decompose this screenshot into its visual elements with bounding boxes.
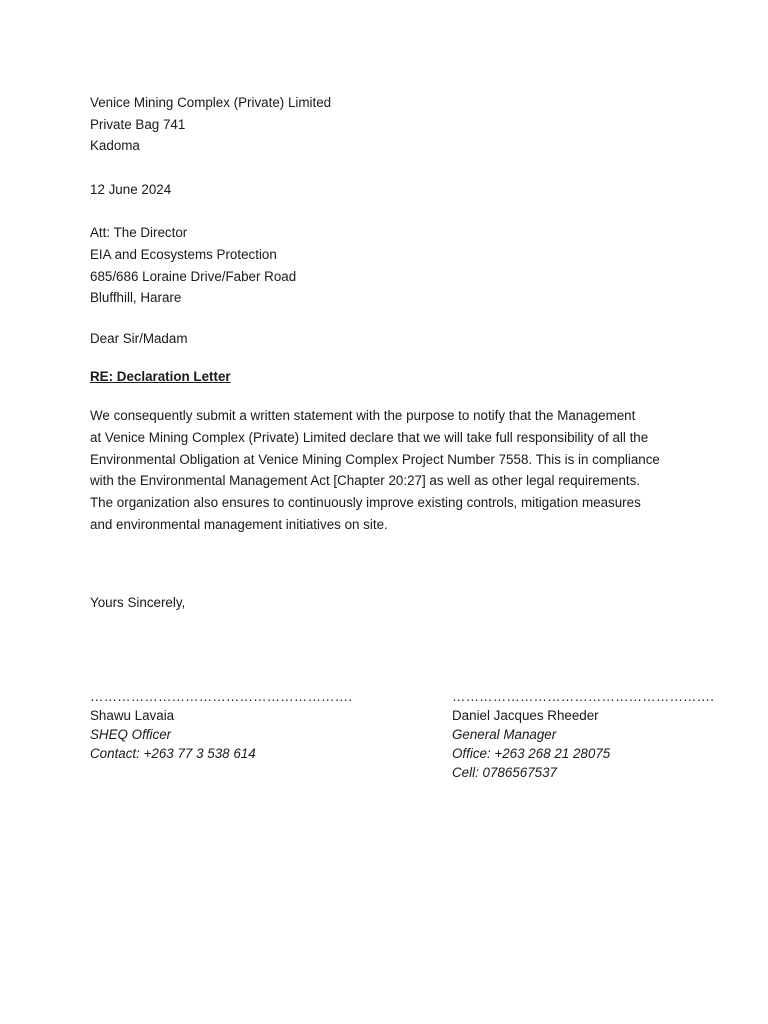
signatory-office: Office: +263 268 21 28075 <box>452 746 611 761</box>
letter-date: 12 June 2024 <box>90 182 172 197</box>
signatory-name: Daniel Jacques Rheeder <box>452 708 599 723</box>
signatory-cell: Cell: 0786567537 <box>452 765 557 780</box>
recipient-department: EIA and Ecosystems Protection <box>90 247 277 262</box>
closing: Yours Sincerely, <box>90 595 186 610</box>
signature-line: …………………………………………………. <box>90 689 353 704</box>
subject-line: RE: Declaration Letter <box>90 369 231 384</box>
signatory-left <box>90 687 352 763</box>
body-line: with the Environmental Management Act [Chapter 20:27] as well as other legal requirements. <box>90 473 641 489</box>
sender-city: Kadoma <box>90 138 140 153</box>
signatory-title: General Manager <box>452 727 557 742</box>
body-line: We consequently submit a written statement with the purpose to notify that the Management <box>90 408 636 423</box>
body-paragraph <box>90 405 690 536</box>
body-line: Environmental Obligation at Venice Mining Complex Project Number 7558. This is in compliance <box>90 451 660 467</box>
signatory-contact: Contact: +263 77 3 538 614 <box>90 746 256 761</box>
body-line: and environmental management initiatives on site. <box>90 516 388 532</box>
recipient-city: Bluffhill, Harare <box>90 290 182 305</box>
body-line: at Venice Mining Complex (Private) Limited declare that we will take full responsibility of all the <box>90 429 649 445</box>
salutation: Dear Sir/Madam <box>90 331 188 346</box>
signatory-right <box>452 687 714 782</box>
body-line: The organization also ensures to continuously improve existing controls, mitigation measures <box>90 495 641 511</box>
signatory-name: Shawu Lavaia <box>90 708 175 723</box>
sender-company: Venice Mining Complex (Private) Limited <box>90 95 332 110</box>
recipient-street: 685/686 Loraine Drive/Faber Road <box>90 269 297 284</box>
signature-line: …………………………………………………. <box>452 689 715 704</box>
signatory-title: SHEQ Officer <box>90 727 172 742</box>
sender-address: Private Bag 741 <box>90 117 186 132</box>
recipient-attention: Att: The Director <box>90 225 188 240</box>
